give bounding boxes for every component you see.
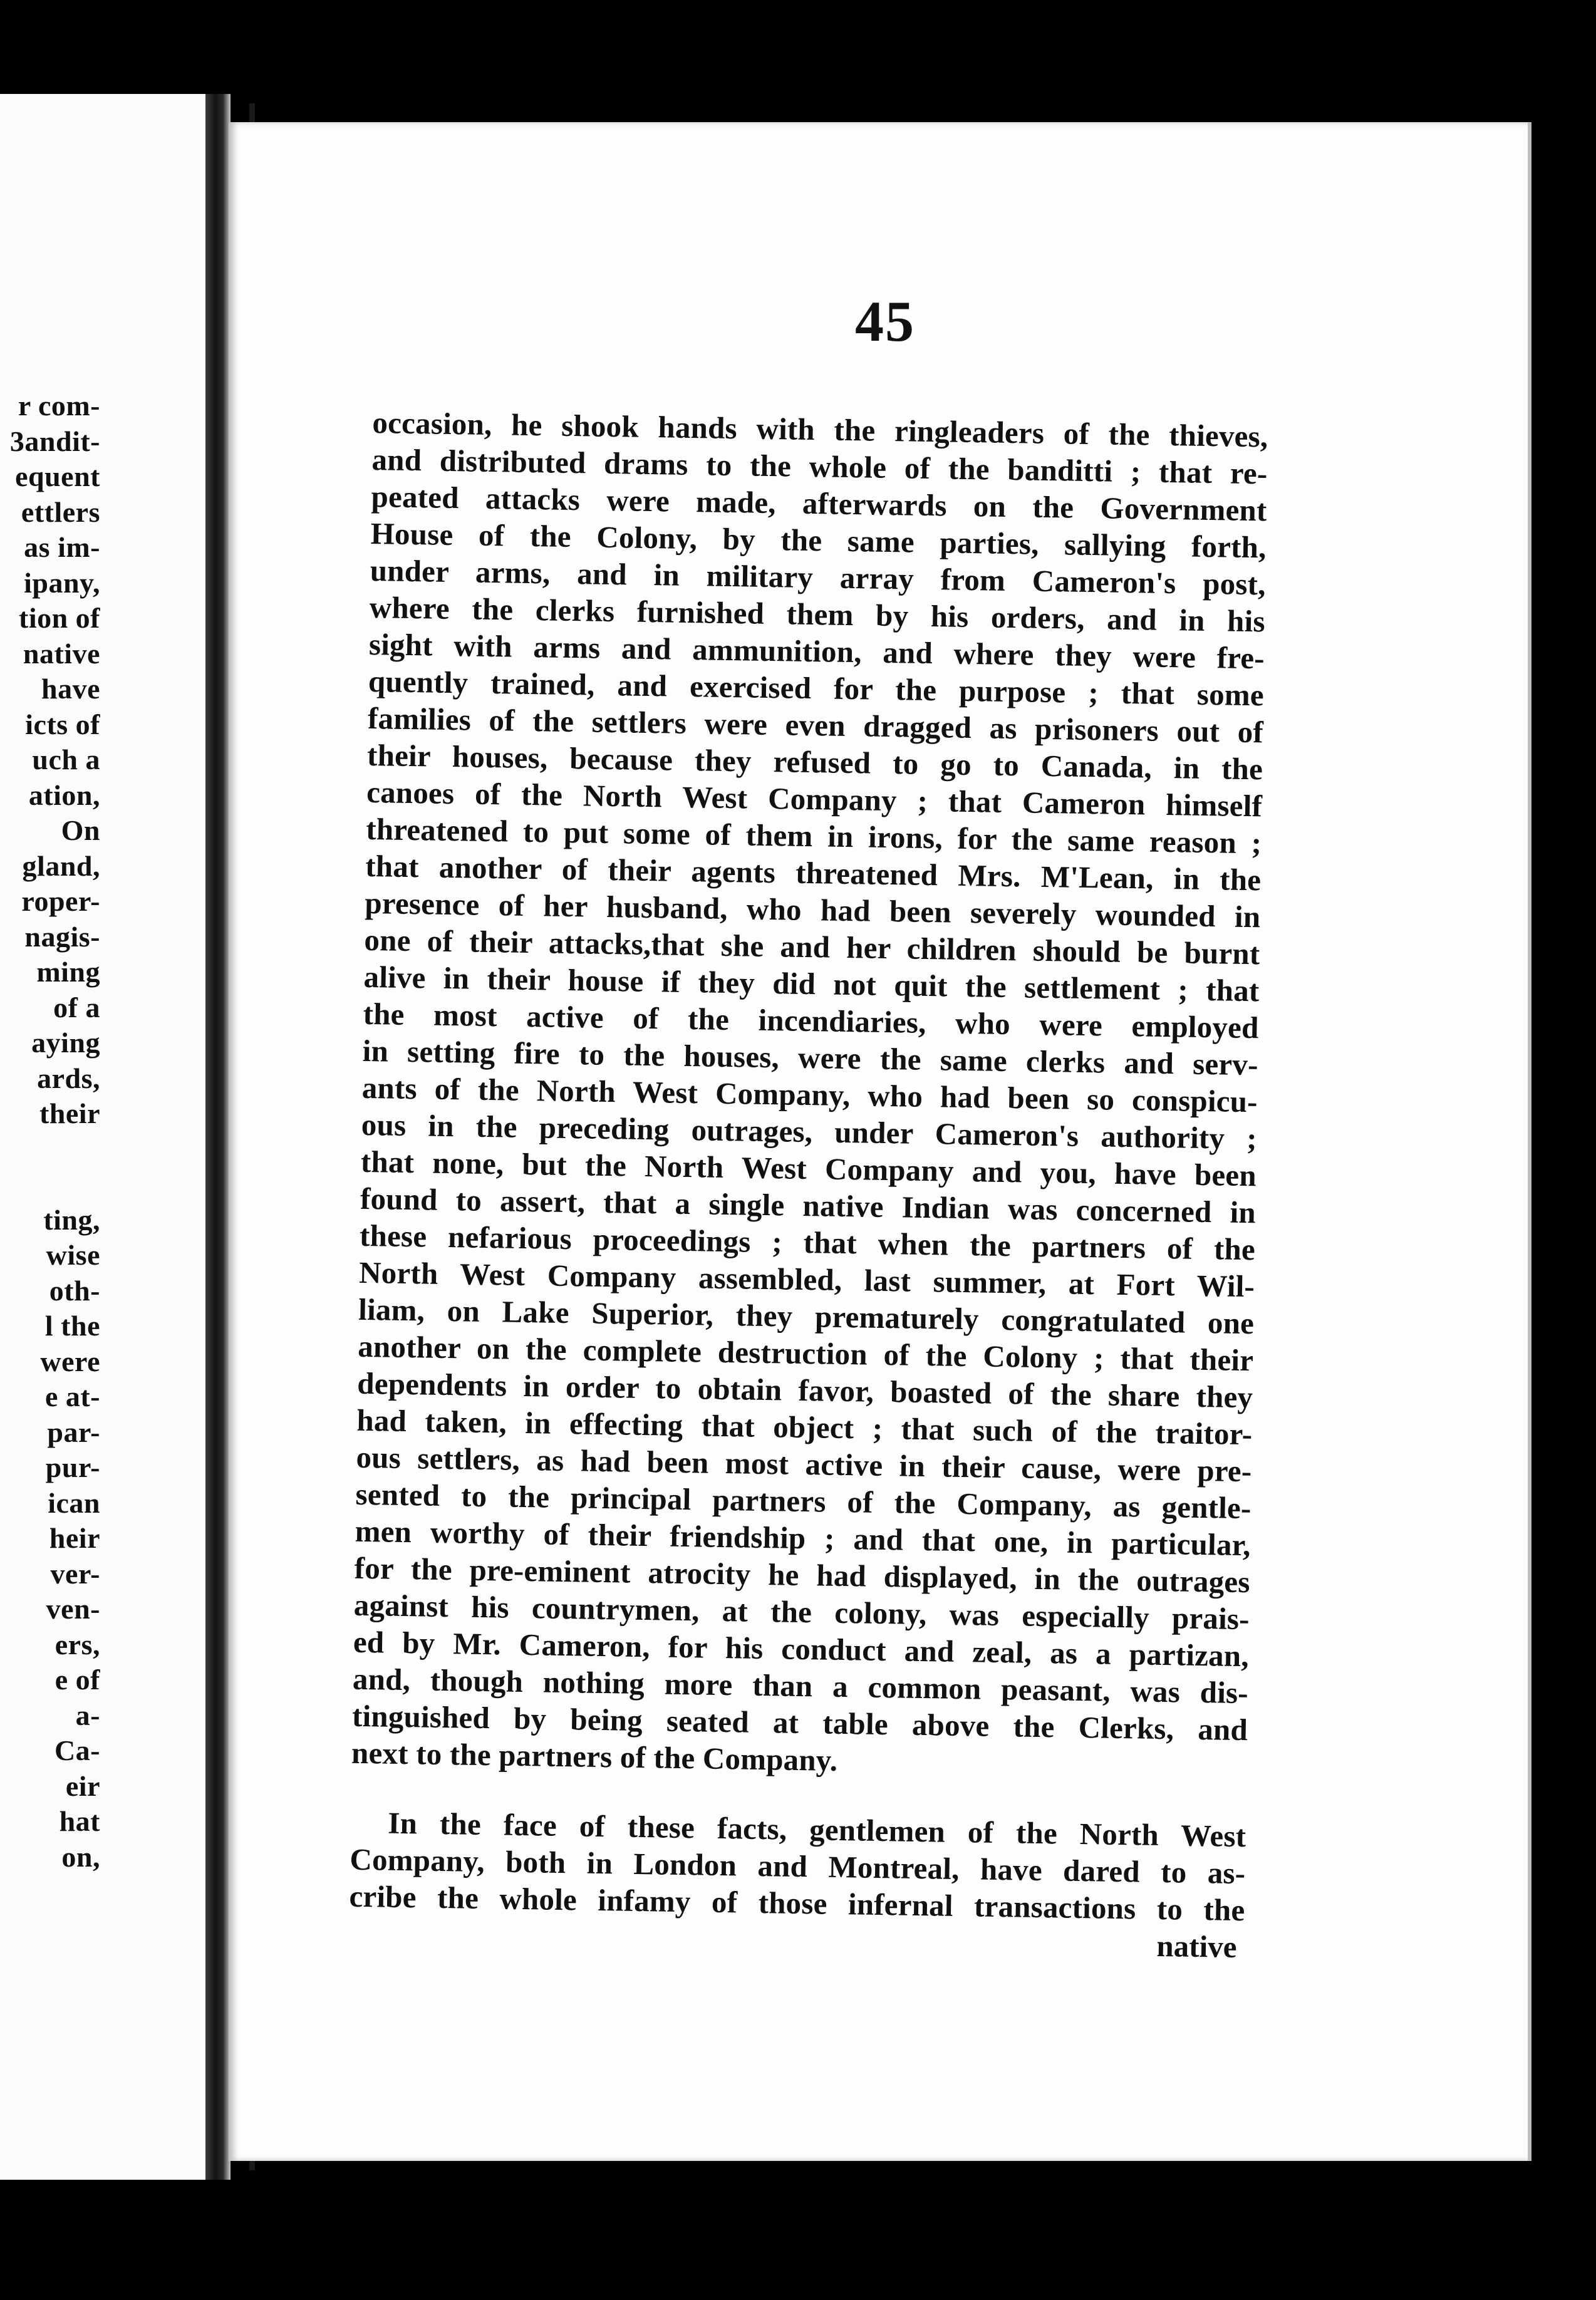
page-number: 45 bbox=[855, 289, 915, 353]
text-line: canoes of the North West Company ; that Cameron himself bbox=[366, 774, 1263, 824]
text-line: tinguished by being seated at table above the Clerks, and bbox=[351, 1698, 1248, 1748]
text-line: families of the settlers were even dragged as prisoners out of bbox=[367, 700, 1264, 750]
text-line: House of the Colony, by the same parties, sallying forth, bbox=[370, 515, 1267, 565]
paragraph bbox=[351, 404, 1268, 1785]
text-line: ed by Mr. Cameron, for his conduct and zeal, as a partizan, bbox=[353, 1624, 1250, 1674]
text-line: where the clerks furnished them by his orders, and in his bbox=[369, 589, 1266, 639]
left-page-line-fragment: ards, bbox=[37, 1062, 100, 1094]
left-page-line-fragment: ipany, bbox=[24, 566, 100, 599]
text-line: another on the complete destruction of the Colony ; that their bbox=[357, 1329, 1254, 1378]
text-line: sight with arms and ammunition, and where they were fre- bbox=[368, 626, 1265, 676]
left-page-line-fragment: a- bbox=[75, 1699, 100, 1731]
text-line: for the pre-eminent atrocity he had displayed, in the outrages bbox=[354, 1550, 1251, 1600]
left-page-line-fragment: gland, bbox=[22, 849, 100, 882]
text-line: one of their attacks,that she and her children should be burnt bbox=[364, 922, 1260, 971]
text-line: had taken, in effecting that object ; that such of the traitor- bbox=[356, 1402, 1253, 1452]
page-body-text bbox=[348, 404, 1268, 1966]
left-page-line-fragment: nagis- bbox=[24, 920, 100, 953]
left-page-line-fragment: ven- bbox=[46, 1593, 100, 1625]
left-page-line-fragment: have bbox=[41, 673, 100, 705]
text-line: North West Company assembled, last summer, at Fort Wil- bbox=[358, 1255, 1255, 1304]
left-page-line-fragment: ming bbox=[36, 956, 100, 988]
catchword: native bbox=[1156, 1928, 1237, 1964]
left-facing-page bbox=[0, 94, 207, 2180]
left-page-line-fragment: ting, bbox=[43, 1203, 100, 1236]
left-page-line-fragment: par- bbox=[47, 1416, 100, 1448]
left-page-line-fragment: On bbox=[61, 814, 100, 846]
left-page-line-fragment: oth- bbox=[49, 1274, 100, 1307]
text-line: the most active of the incendiaries, who were employed bbox=[363, 996, 1259, 1045]
text-line: sented to the principal partners of the Company, as gentle- bbox=[355, 1476, 1251, 1526]
left-page-line-fragment: ver- bbox=[50, 1557, 100, 1590]
left-page-line-fragment: equent bbox=[15, 460, 100, 492]
text-line: presence of her husband, who had been severely wounded in bbox=[365, 885, 1261, 935]
left-page-line-fragment: r com- bbox=[18, 390, 100, 422]
left-page-line-fragment: were bbox=[40, 1345, 100, 1377]
left-page-line-fragment: their bbox=[39, 1097, 100, 1129]
text-line: peated attacks were made, afterwards on the Government bbox=[371, 479, 1267, 528]
left-page-line-fragment: roper- bbox=[21, 885, 100, 917]
left-page-line-fragment: native bbox=[23, 637, 100, 670]
text-line: occasion, he shook hands with the ringleaders of the thieves, bbox=[372, 405, 1268, 454]
left-page-line-fragment: e at- bbox=[44, 1381, 100, 1412]
text-line: alive in their house if they did not quit the settlement ; that bbox=[363, 959, 1260, 1008]
page-edge bbox=[1528, 122, 1531, 2161]
left-page-line-fragment: uch a bbox=[32, 743, 100, 775]
paragraph bbox=[349, 1804, 1246, 1929]
text-line: ous settlers, as had been most active in their cause, were pre- bbox=[356, 1439, 1252, 1489]
text-line: under arms, and in military array from Cameron's post, bbox=[370, 552, 1267, 602]
left-page-line-fragment: aying bbox=[31, 1027, 100, 1059]
left-page-line-fragment: of a bbox=[53, 991, 100, 1023]
left-page-line-fragment: icts of bbox=[25, 708, 100, 740]
text-line: ous in the preceding outrages, under Cameron's authority ; bbox=[361, 1107, 1258, 1156]
text-line: their houses, because they refused to go to Canada, in the bbox=[366, 737, 1263, 787]
left-page-line-fragment: e of bbox=[54, 1664, 100, 1696]
text-line: threatened to put some of them in irons, for the same reason ; bbox=[365, 811, 1262, 861]
text-line: in setting fire to the houses, were the same clerks and serv- bbox=[362, 1033, 1259, 1082]
text-line: that none, but the North West Company and you, have been bbox=[360, 1144, 1257, 1193]
left-page-line-fragment: l the bbox=[44, 1310, 100, 1342]
text-line: cribe the whole infamy of those infernal transactions to the bbox=[349, 1878, 1245, 1928]
main-page bbox=[229, 122, 1531, 2161]
left-page-line-fragment: eir bbox=[65, 1769, 100, 1802]
text-line: liam, on Lake Superior, they prematurely congratulated one bbox=[358, 1292, 1255, 1341]
text-line: quently trained, and exercised for the purpose ; that some bbox=[368, 663, 1265, 713]
text-line: ants of the North West Company, who had been so conspicu- bbox=[361, 1070, 1258, 1119]
text-line: found to assert, that a single native Indian was concerned in bbox=[360, 1181, 1257, 1230]
text-line: In the face of these facts, gentlemen of the North West bbox=[387, 1805, 1246, 1854]
left-page-line-fragment: ation, bbox=[28, 779, 100, 811]
text-line: and, though nothing more than a common peasant, was dis- bbox=[352, 1661, 1249, 1711]
left-page-line-fragment: on, bbox=[61, 1840, 100, 1873]
left-page-line-fragment: hat bbox=[59, 1805, 100, 1837]
text-line: and distributed drams to the whole of the banditti ; that re- bbox=[371, 442, 1268, 491]
left-page-line-fragment: 3andit- bbox=[9, 425, 100, 457]
text-line: men worthy of their friendship ; and that one, in particular, bbox=[355, 1513, 1251, 1563]
left-page-line-fragment: heir bbox=[49, 1522, 100, 1554]
book-gutter bbox=[205, 94, 231, 2180]
text-line: against his countrymen, at the colony, was especially prais- bbox=[353, 1587, 1250, 1637]
left-page-line-fragment: pur- bbox=[45, 1451, 100, 1483]
left-page-line-fragment: as im- bbox=[24, 531, 100, 563]
left-page-line-fragment: ettlers bbox=[21, 495, 100, 528]
left-page-line-fragment: ers, bbox=[54, 1628, 100, 1660]
text-line: next to the partners of the Company. bbox=[351, 1735, 838, 1778]
left-page-line-fragment: tion of bbox=[19, 602, 100, 634]
text-line: that another of their agents threatened Mrs. M'Lean, in the bbox=[365, 848, 1262, 898]
left-page-line-fragment: wise bbox=[46, 1239, 100, 1271]
left-page-line-fragment: Ca- bbox=[54, 1734, 100, 1766]
text-line: Company, both in London and Montreal, have dared to as- bbox=[350, 1842, 1246, 1891]
text-line: dependents in order to obtain favor, boasted of the share they bbox=[357, 1365, 1253, 1415]
left-page-line-fragment: ican bbox=[48, 1486, 100, 1519]
text-line: these nefarious proceedings ; that when the partners of the bbox=[359, 1218, 1256, 1267]
